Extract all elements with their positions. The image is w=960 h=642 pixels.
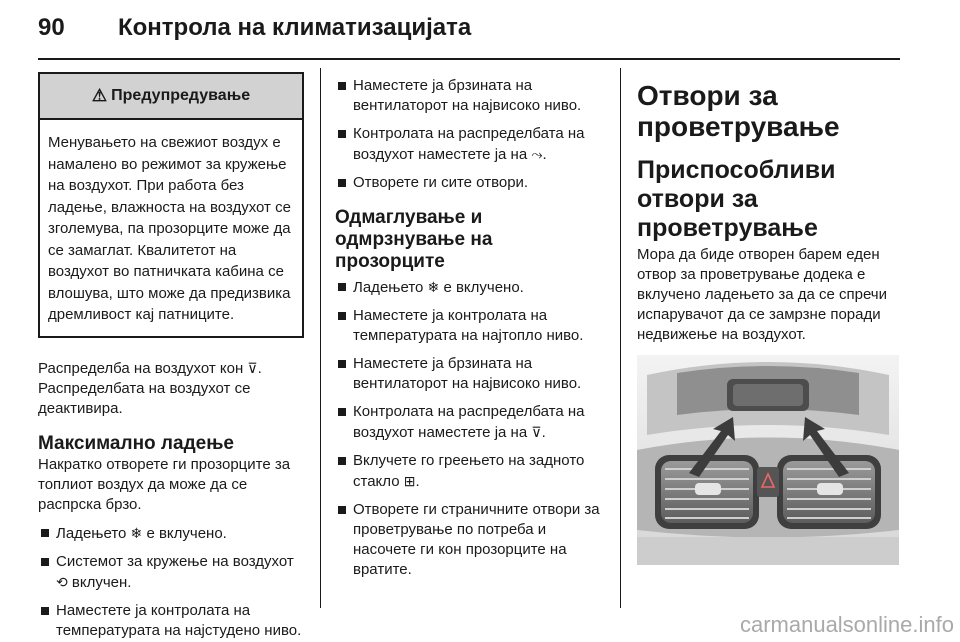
list-item: Контролата на распределбата на воздухот наместете ја на ⊽. <box>335 402 607 443</box>
list-item: Наместете ја контролата на температурата на најстудено ниво. <box>38 601 304 641</box>
snowflake-icon: ❄ <box>130 524 143 541</box>
list-item: Контролата на распределбата на воздухот наместете ја на ⤳. <box>335 124 607 165</box>
column-left <box>38 72 304 641</box>
max-cooling-list-cont <box>335 76 607 193</box>
list-item: Наместете ја брзината на вентилаторот на највисоко ниво. <box>335 76 607 116</box>
defog-list <box>335 277 607 580</box>
page-number: 90 <box>38 14 65 41</box>
warning-title: Предупредување <box>111 87 251 104</box>
windshield-icon: ⊽ <box>531 424 542 440</box>
rear-defrost-icon: ⊞ <box>403 473 416 489</box>
recirculation-icon: ⟲ <box>56 573 68 590</box>
watermark: carmanualsonline.info <box>739 612 954 637</box>
heading-max-cooling: Максимално ладење <box>38 432 234 454</box>
windshield-icon: ⊽ <box>247 359 258 376</box>
foot-window-icon: ⤳ <box>531 146 543 162</box>
column-right <box>637 80 903 565</box>
warning-icon: ⚠ <box>91 86 108 105</box>
header-rule <box>38 58 900 60</box>
list-item: Отворете ги сите отвори. <box>335 173 607 193</box>
vents-photo <box>637 355 899 565</box>
dashboard-vents-illustration <box>637 355 899 565</box>
list-item: Ладењето ❄ е вклучено. <box>38 523 304 544</box>
warning-box <box>38 72 304 338</box>
list-item: Вклучете го греењето на задното стакло ⊞. <box>335 451 607 492</box>
column-middle <box>335 76 607 580</box>
heading-adjustable-vents: Приспособливи отвори за проветрување <box>637 156 836 242</box>
page-title: Контрола на климатизацијата <box>118 14 472 41</box>
max-cooling-list <box>38 523 304 641</box>
column-divider <box>620 68 621 608</box>
list-item: Наместете ја брзината на вентилаторот на највисоко ниво. <box>335 354 607 394</box>
column-divider <box>320 68 321 608</box>
list-item: Отворете ги страничните отвори за проветрување по потреба и насочете ги кон прозорците на вратите. <box>335 500 607 580</box>
heading-vents: Отвори за проветрување <box>637 80 840 142</box>
snowflake-icon: ❄ <box>427 279 440 295</box>
distribution-paragraph: Распределба на воздухот кон ⊽. Распределбата на воздухот се деактивира. <box>38 359 262 417</box>
heading-defog: Одмаглување и одмрзнување на прозорците <box>335 207 493 272</box>
max-cooling-intro: Накратко отворете ги прозорците за топлиот воздух да може да се распрска брзо. <box>38 455 291 513</box>
page-header <box>38 14 902 50</box>
warning-body: Менувањето на свежиот воздух е намалено во режимот за кружење на воздухот. При работа без ладење, влажноста на воздухот се зголемува, па прозорците може да се замаглат. Квалитетот на воздухот во патничката кабина се влошува, што може да предизвика дремливост кај патниците. <box>48 134 291 323</box>
list-item: Системот за кружење на воздухот ⟲ вклучен. <box>38 552 304 593</box>
warning-heading <box>40 74 302 120</box>
list-item: Наместете ја контролата на температурата на најтопло ниво. <box>335 306 607 346</box>
vents-paragraph: Мора да биде отворен барем еден отвор за проветрување додека е вклучено ладењето за да се спречи испарувачот да се замрзне поради недвижење на воздухот. <box>637 246 887 343</box>
list-item: Ладењето ❄ е вклучено. <box>335 277 607 298</box>
